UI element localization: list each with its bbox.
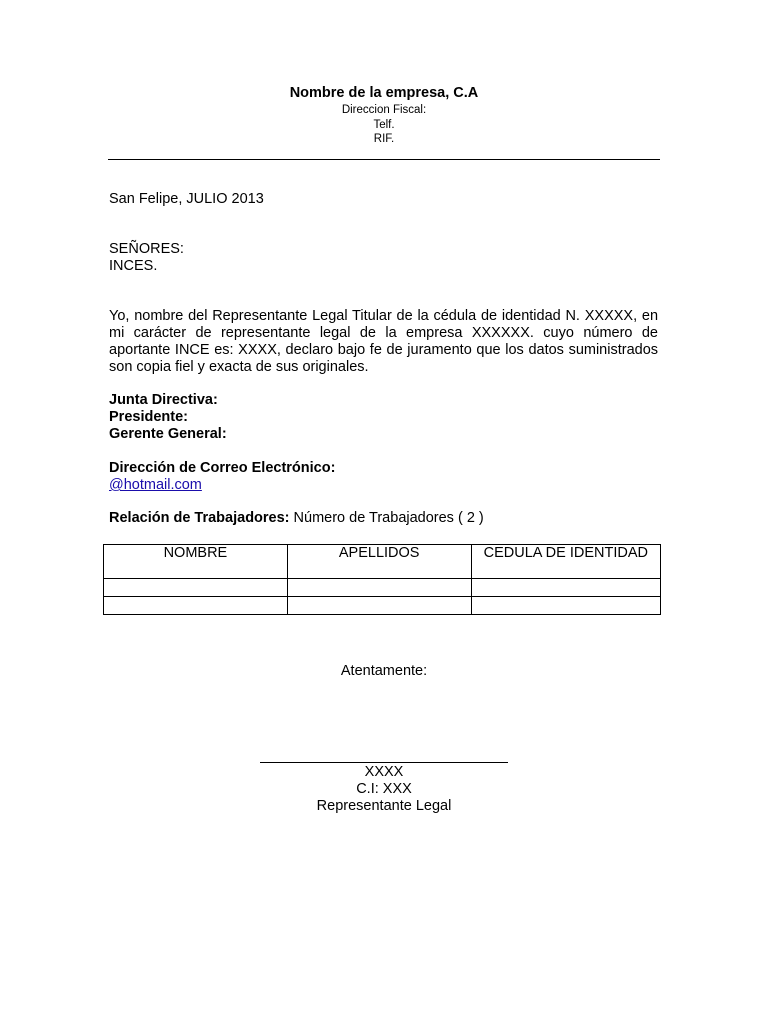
table-cell <box>471 597 660 615</box>
table-cell <box>104 579 288 597</box>
recipient-salutation: SEÑORES: <box>109 241 184 257</box>
signer-title: Representante Legal <box>316 798 452 814</box>
declaration-paragraph <box>109 308 658 376</box>
signer-ci: C.I: XXX <box>356 781 412 797</box>
rif-line: RIF. <box>373 133 395 145</box>
table-cell <box>104 597 288 615</box>
phone-line: Telf. <box>373 118 395 131</box>
closing-text: Atentamente: <box>340 663 428 679</box>
workers-label: Relación de Trabajadores: <box>109 510 290 526</box>
table-header-row <box>104 545 661 579</box>
fiscal-address: Direccion Fiscal: <box>341 104 427 116</box>
recipient-name: INCES. <box>109 258 158 274</box>
header-divider <box>108 159 660 160</box>
signature-line <box>260 762 508 763</box>
email-label: Dirección de Correo Electrónico: <box>109 460 336 476</box>
declaration-line-4: datos suministrados son copia fiel y exacta de sus originales. <box>109 342 659 375</box>
column-header-nombre: NOMBRE <box>104 545 288 579</box>
table-row <box>104 597 661 615</box>
general-manager-label: Gerente General: <box>109 426 227 442</box>
table-cell <box>287 579 471 597</box>
table-cell <box>471 579 660 597</box>
column-header-apellidos: APELLIDOS <box>287 545 471 579</box>
table-row <box>104 579 661 597</box>
declaration-line-1: Yo, nombre del Representante Legal Titular de la cédula de identidad N. <box>109 308 580 324</box>
column-header-cedula: CEDULA DE IDENTIDAD <box>471 545 660 579</box>
board-label: Junta Directiva: <box>109 392 218 408</box>
declaration-line-2: XXXXX, en mi carácter de representante legal de la empresa XXXXXX. cuyo <box>109 308 659 341</box>
email-link[interactable]: @hotmail.com <box>109 477 202 493</box>
declaration-line-3: número de aportante INCE es: XXXX, declaro bajo fe de juramento que los <box>109 325 658 358</box>
date-line: San Felipe, JULIO 2013 <box>109 191 264 207</box>
workers-count: Número de Trabajadores ( 2 ) <box>289 510 484 526</box>
signer-name: XXXX <box>364 764 404 780</box>
letterhead <box>108 84 660 147</box>
president-label: Presidente: <box>109 409 188 425</box>
workers-table <box>103 544 661 615</box>
workers-heading <box>109 510 484 527</box>
table-cell <box>287 597 471 615</box>
company-name: Nombre de la empresa, C.A <box>289 85 479 101</box>
